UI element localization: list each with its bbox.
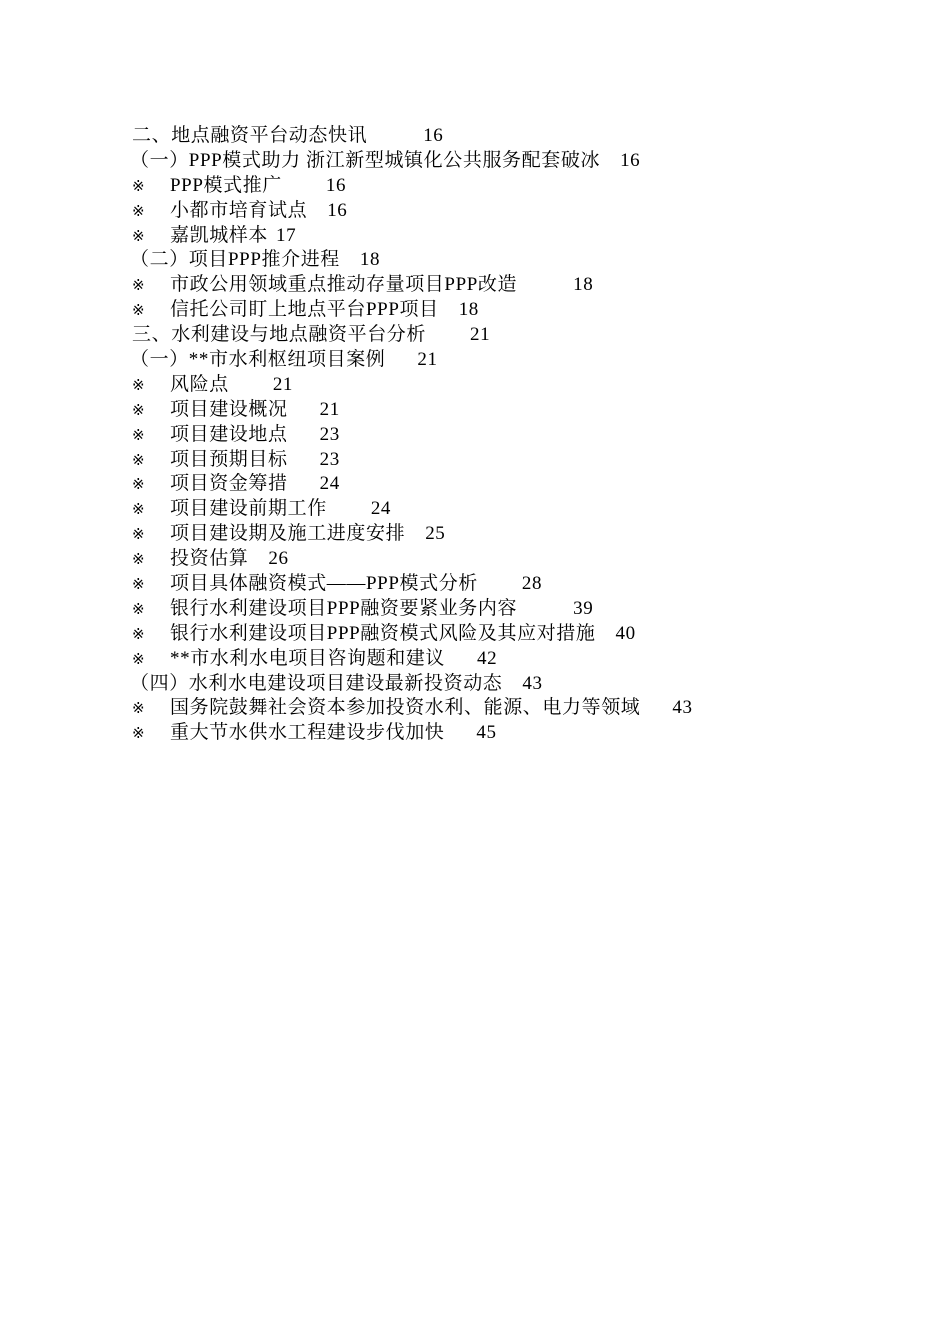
reference-mark-icon: ※	[132, 303, 146, 320]
toc-entry-title: 项目建设前期工作	[170, 498, 327, 520]
toc-entry-title: 二、地点融资平台动态快讯	[132, 125, 368, 146]
reference-mark-icon: ※	[132, 203, 146, 220]
toc-page-number: 24	[319, 473, 340, 495]
reference-mark-icon: ※	[132, 178, 146, 195]
toc-subsection[interactable]	[130, 348, 832, 373]
toc-item[interactable]	[132, 298, 832, 323]
toc-entry-title: 银行水利建设项目PPP融资模式风险及其应对措施	[170, 622, 596, 644]
toc-entry-title: （一）**市水利枢纽项目案例	[130, 349, 386, 371]
reference-mark-icon: ※	[132, 601, 146, 618]
reference-mark-icon: ※	[132, 626, 146, 643]
toc-item[interactable]	[132, 597, 832, 622]
toc-entry-title: （四）水利水电建设项目建设最新投资动态	[130, 672, 503, 694]
toc-page-number: 16	[620, 149, 641, 171]
toc-item[interactable]	[132, 547, 832, 572]
toc-page-number: 40	[615, 622, 636, 644]
reference-mark-icon: ※	[132, 228, 146, 245]
reference-mark-icon: ※	[132, 577, 146, 594]
toc-section[interactable]	[132, 124, 832, 149]
table-of-contents	[132, 124, 832, 746]
reference-mark-icon: ※	[132, 527, 146, 544]
toc-entry-title: 重大节水供水工程建设步伐加快	[170, 722, 445, 744]
toc-entry-title: 项目预期目标	[170, 448, 288, 470]
toc-item[interactable]	[132, 423, 832, 448]
reference-mark-icon: ※	[132, 278, 146, 295]
toc-page-number: 18	[359, 249, 381, 271]
toc-item[interactable]	[132, 398, 832, 423]
toc-entry-title: 嘉凯城样本	[170, 224, 269, 246]
toc-page-number: 16	[423, 125, 444, 146]
toc-page-number: 28	[521, 573, 543, 595]
toc-item[interactable]	[132, 174, 832, 199]
toc-page-number: 16	[325, 174, 347, 196]
toc-entry-title: 小都市培育试点	[170, 199, 308, 221]
reference-mark-icon: ※	[132, 427, 146, 444]
toc-entry-title: 项目建设概况	[170, 398, 288, 420]
toc-page-number: 23	[319, 423, 340, 445]
toc-subsection[interactable]	[130, 248, 832, 273]
toc-entry-title: 银行水利建设项目PPP融资要紧业务内容	[170, 597, 518, 619]
toc-page-number: 18	[458, 299, 479, 321]
toc-entry-title: 项目建设期及施工进度安排	[170, 523, 406, 545]
toc-item[interactable]	[132, 448, 832, 473]
toc-item[interactable]	[132, 696, 832, 721]
toc-entry-title: 项目具体融资模式——PPP模式分析	[170, 573, 478, 595]
toc-section[interactable]	[132, 323, 832, 348]
toc-page-number: 43	[672, 697, 693, 719]
toc-entry-title: 投资估算	[170, 548, 249, 570]
toc-page-number: 23	[319, 448, 340, 470]
reference-mark-icon: ※	[132, 402, 146, 419]
toc-page-number: 24	[370, 498, 392, 520]
toc-subsection[interactable]	[130, 672, 832, 697]
toc-entry-title: 信托公司盯上地点平台PPP项目	[170, 299, 439, 321]
toc-page-number: 43	[522, 672, 543, 694]
toc-entry-title: **市水利水电项目咨询题和建议	[170, 647, 446, 669]
toc-entry-title: 项目资金筹措	[170, 473, 288, 495]
reference-mark-icon: ※	[132, 477, 146, 494]
reference-mark-icon: ※	[132, 726, 146, 743]
toc-entry-title: （二）项目PPP推介进程	[130, 249, 340, 271]
toc-page-number: 18	[573, 274, 594, 296]
toc-page-number: 21	[272, 373, 294, 395]
toc-page-number: 42	[477, 647, 498, 669]
toc-item[interactable]	[132, 224, 832, 249]
toc-item[interactable]	[132, 273, 832, 298]
reference-mark-icon: ※	[132, 502, 146, 519]
toc-entry-title: PPP模式推广	[170, 174, 282, 196]
reference-mark-icon: ※	[132, 651, 146, 668]
toc-item[interactable]	[132, 497, 832, 522]
toc-entry-title: 三、水利建设与地点融资平台分析	[132, 324, 427, 346]
toc-item[interactable]	[132, 373, 832, 398]
toc-page-number: 45	[476, 722, 497, 744]
toc-page-number: 25	[425, 523, 446, 545]
toc-page-number: 17	[276, 224, 297, 246]
toc-entry-title: 项目建设地点	[170, 423, 288, 445]
toc-page-number: 21	[470, 324, 491, 346]
toc-item[interactable]	[132, 472, 832, 497]
toc-entry-title: 风险点	[170, 373, 229, 395]
toc-entry-title: 国务院鼓舞社会资本参加投资水利、能源、电力等领域	[170, 697, 641, 719]
toc-item[interactable]	[132, 622, 832, 647]
toc-item[interactable]	[132, 647, 832, 672]
toc-page-number: 39	[573, 597, 594, 619]
toc-item[interactable]	[132, 522, 832, 547]
toc-page-number: 16	[327, 199, 348, 221]
toc-page-number: 21	[417, 349, 438, 371]
toc-item[interactable]	[132, 721, 832, 746]
reference-mark-icon: ※	[132, 377, 146, 394]
toc-item[interactable]	[132, 572, 832, 597]
toc-page-number: 21	[319, 398, 340, 420]
reference-mark-icon: ※	[132, 701, 146, 718]
toc-item[interactable]	[132, 199, 832, 224]
reference-mark-icon: ※	[132, 552, 146, 569]
toc-subsection[interactable]	[130, 149, 832, 174]
toc-page-number: 26	[268, 548, 289, 570]
toc-entry-title: 市政公用领域重点推动存量项目PPP改造	[170, 274, 518, 296]
toc-entry-title: （一）PPP模式助力 浙江新型城镇化公共服务配套破冰	[130, 149, 601, 171]
reference-mark-icon: ※	[132, 452, 146, 469]
